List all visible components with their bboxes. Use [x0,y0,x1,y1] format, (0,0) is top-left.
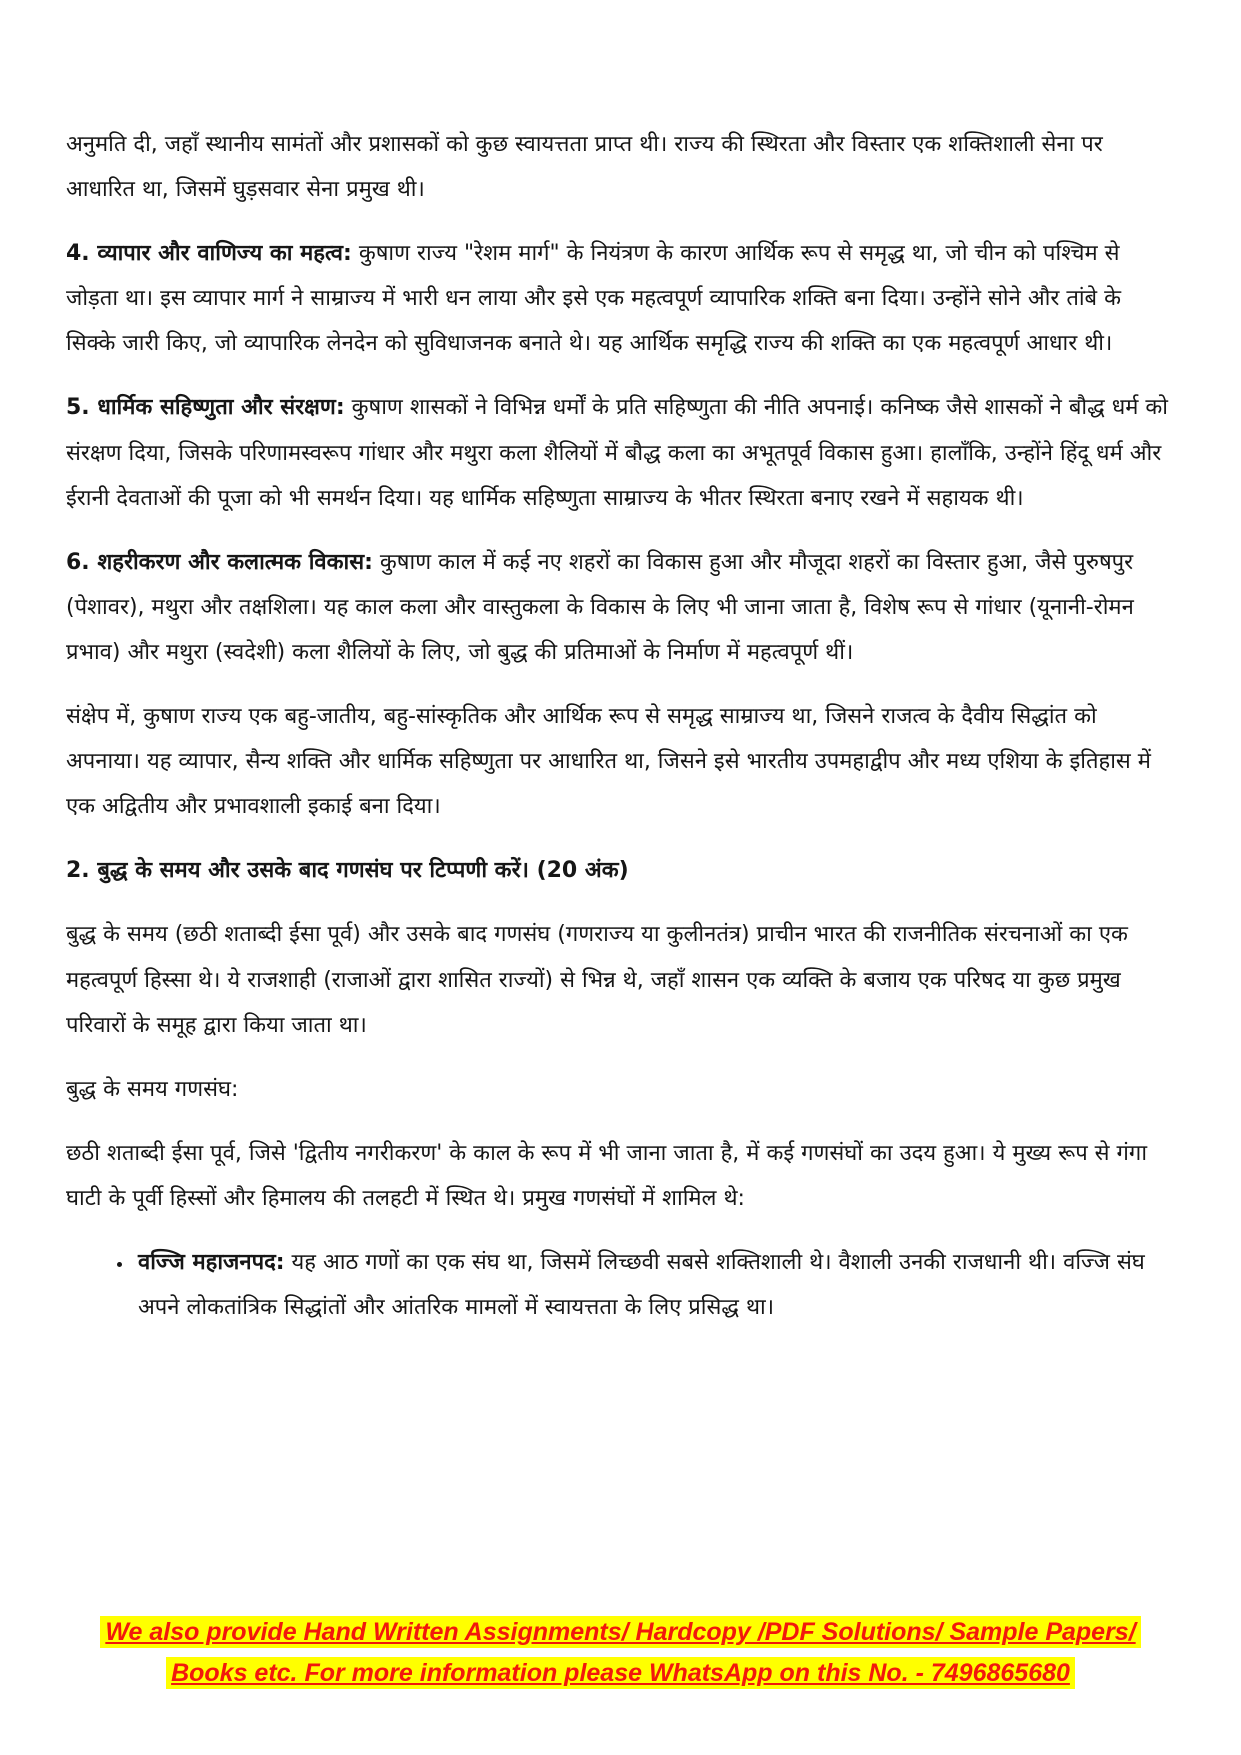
bullet-vajji-text: यह आठ गणों का एक संघ था, जिसमें लिच्छवी सबसे शक्तिशाली थे। वैशाली उनकी राजधानी थी। वज्जि संघ अपने लोकतांत्रिक सिद्धांतों और आंतरिक मामलों में स्वायत्तता के लिए प्रसिद्ध था। [138,1249,1145,1321]
paragraph-q2-subheading: बुद्ध के समय गणसंघ: [66,1076,239,1102]
point-6-heading: 6. शहरीकरण और कलात्मक विकास: [66,549,373,575]
list-item-vajji [134,1240,1175,1330]
footer-promo-line-2: Books etc. For more information please WhatsApp on this No. - 7496865680 [166,1657,1075,1689]
bullet-vajji-heading: वज्जि महाजनपद: [138,1249,285,1275]
paragraph-continuation: अनुमति दी, जहाँ स्थानीय सामंतों और प्रशासकों को कुछ स्वायत्तता प्राप्त थी। राज्य की स्थिरता और विस्तार एक शक्तिशाली सेना पर आधारित था, जिसमें घुड़सवार सेना प्रमुख थी। [66,132,1103,203]
point-5-heading: 5. धार्मिक सहिष्णुता और संरक्षण: [66,395,345,421]
point-4-heading: 4. व्यापार और वाणिज्य का महत्व: [66,241,352,267]
paragraph-summary: संक्षेप में, कुषाण राज्य एक बहु-जातीय, बहु-सांस्कृतिक और आर्थिक रूप से समृद्ध साम्राज्य था, जिसने राजत्व के दैवीय सिद्धांत को अपनाया। यह व्यापार, सैन्य शक्ति और धार्मिक सहिष्णुता पर आधारित था, जिसने इसे भारतीय उपमहाद्वीप और मध्य एशिया के इतिहास में एक अद्वितीय और प्रभावशाली इकाई बना दिया। [66,704,1151,820]
point-6-text: कुषाण काल में कई नए शहरों का विकास हुआ और मौजूदा शहरों का विस्तार हुआ, जैसे पुरुषपुर (पेशावर), मथुरा और तक्षशिला। यह काल कला और वास्तुकला के विकास के लिए भी जाना जाता है, विशेष रूप से गांधार (यूनानी-रोमन प्रभाव) और मथुरा (स्वदेशी) कला शैलियों के लिए, जो बुद्ध की प्रतिमाओं के निर्माण में महत्वपूर्ण थीं। [66,549,1134,665]
paragraph-point-4 [66,231,1175,366]
footer-promo-line-1: We also provide Hand Written Assignments/ Hardcopy /PDF Solutions/ Sample Papers/ [100,1616,1140,1648]
paragraph-point-5 [66,385,1175,520]
paragraph-q2-intro: बुद्ध के समय (छठी शताब्दी ईसा पूर्व) और उसके बाद गणसंघ (गणराज्य या कुलीनतंत्र) प्राचीन भारत की राजनीतिक संरचनाओं का एक महत्वपूर्ण हिस्सा थे। ये राजशाही (राजाओं द्वारा शासित राज्यों) से भिन्न थे, जहाँ शासन एक व्यक्ति के बजाय एक परिषद या कुछ प्रमुख परिवारों के समूह द्वारा किया जाता था। [66,922,1128,1038]
bullet-list [66,1240,1175,1330]
footer-banner [66,1612,1175,1693]
question-2-heading: 2. बुद्ध के समय और उसके बाद गणसंघ पर टिप्पणी करें। (20 अंक) [66,858,629,884]
point-5-text: कुषाण शासकों ने विभिन्न धर्मों के प्रति सहिष्णुता की नीति अपनाई। कनिष्क जैसे शासकों ने बौद्ध धर्म को संरक्षण दिया, जिसके परिणामस्वरूप गांधार और मथुरा कला शैलियों में बौद्ध कला का अभूतपूर्व विकास हुआ। हालाँकि, उन्होंने हिंदू धर्म और ईरानी देवताओं की पूजा को भी समर्थन दिया। यह धार्मिक सहिष्णुता साम्राज्य के भीतर स्थिरता बनाए रखने में सहायक थी। [66,395,1168,511]
paragraph-q2-body: छठी शताब्दी ईसा पूर्व, जिसे 'द्वितीय नगरीकरण' के काल के रूप में भी जाना जाता है, में कई गणसंघों का उदय हुआ। ये मुख्य रूप से गंगा घाटी के पूर्वी हिस्सों और हिमालय की तलहटी में स्थित थे। प्रमुख गणसंघों में शामिल थे: [66,1140,1148,1211]
document-body [66,122,1175,1349]
point-4-text: कुषाण राज्य "रेशम मार्ग" के नियंत्रण के कारण आर्थिक रूप से समृद्ध था, जो चीन को पश्चिम से जोड़ता था। इस व्यापार मार्ग ने साम्राज्य में भारी धन लाया और इसे एक महत्वपूर्ण व्यापारिक शक्ति बना दिया। उन्होंने सोने और तांबे के सिक्के जारी किए, जो व्यापारिक लेनदेन को सुविधाजनक बनाते थे। यह आर्थिक समृद्धि राज्य की शक्ति का एक महत्वपूर्ण आधार थी। [66,241,1122,357]
paragraph-point-6 [66,540,1175,675]
